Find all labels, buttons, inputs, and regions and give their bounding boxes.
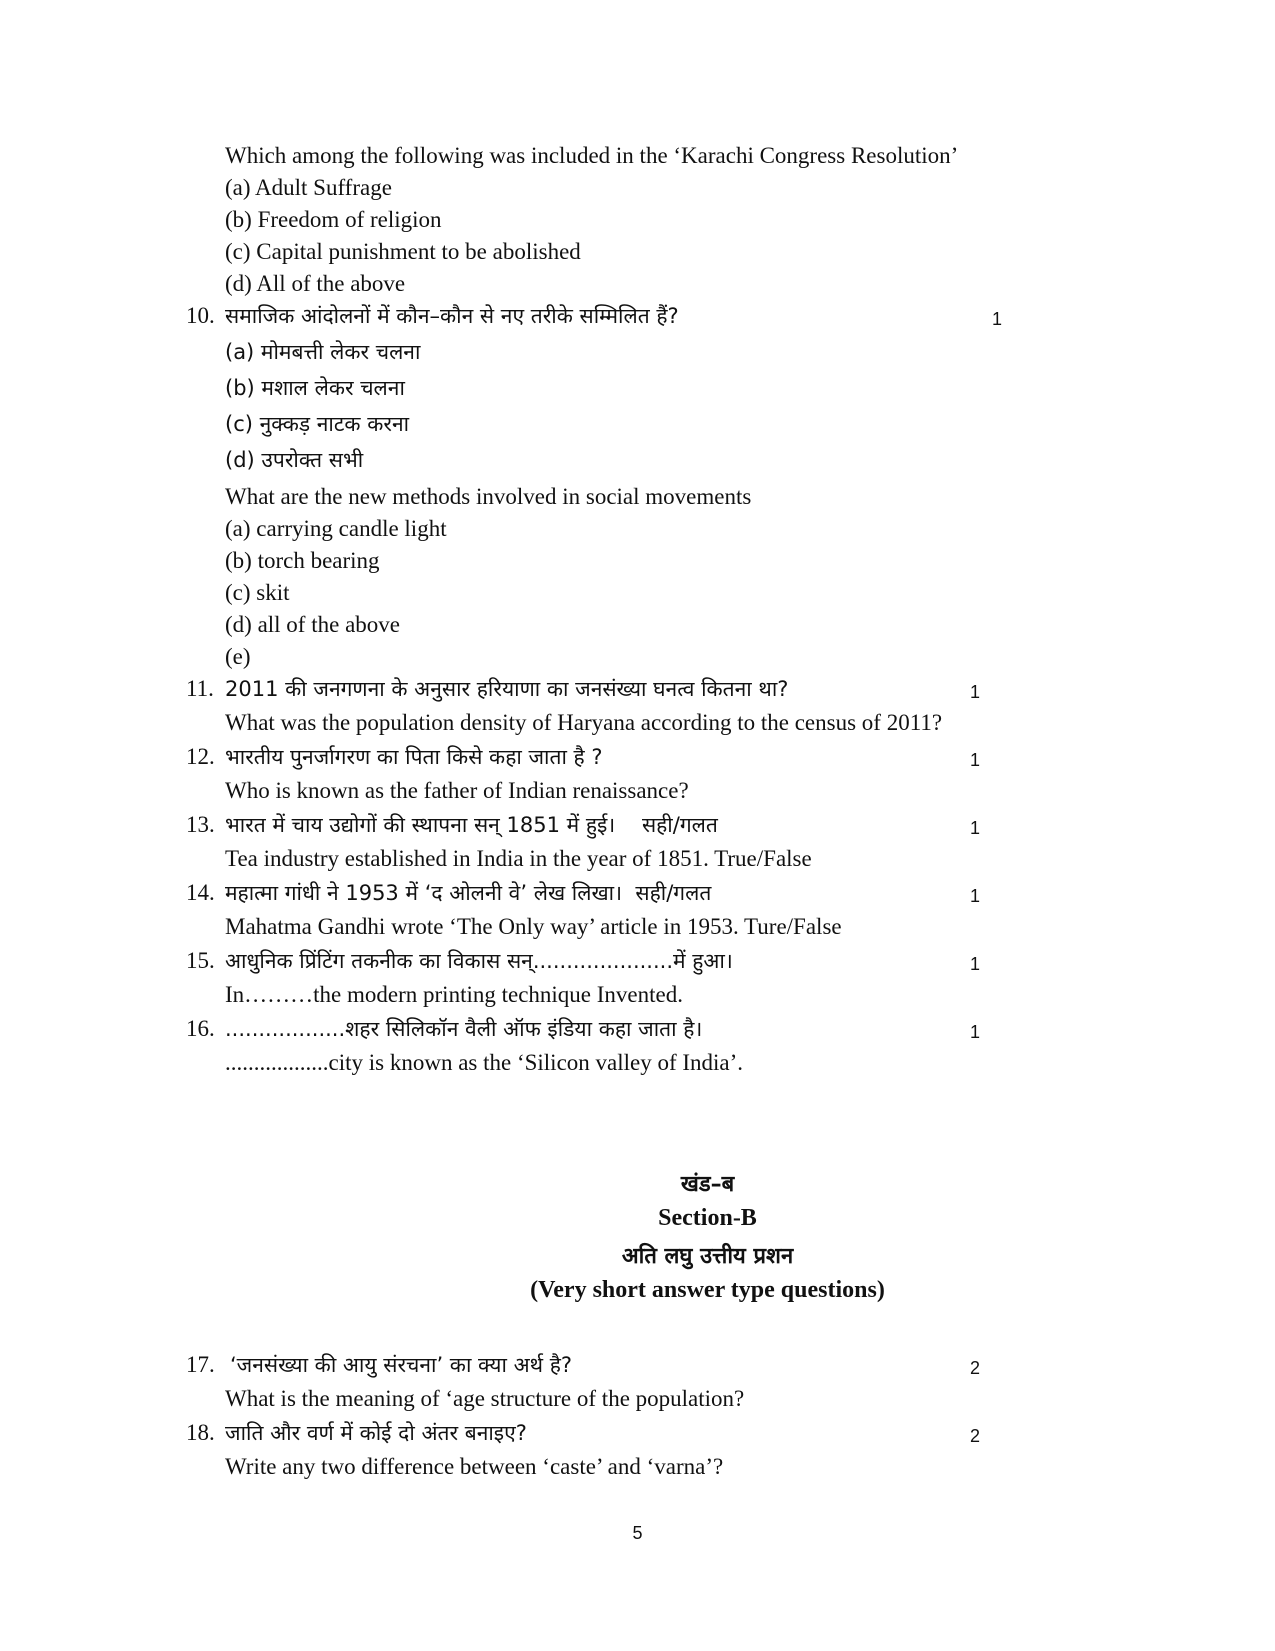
q15-marks: 1 (970, 954, 981, 974)
q15-number: 15. (186, 948, 215, 973)
q16-question-en: ..................city is known as the ‘Silicon valley of India’. (225, 1050, 744, 1075)
q12-question-hi: भारतीय पुनर्जागरण का पिता किसे कहा जाता है ? (225, 745, 603, 769)
q12-number: 12. (186, 744, 215, 769)
q15-question-hi: आधुनिक प्रिंटिंग तकनीक का विकास सन्.....................में हुआ। (225, 949, 733, 973)
q11-question-en: What was the population density of Haryana according to the census of 2011? (225, 710, 943, 735)
section-title-en: Section-B (658, 1205, 757, 1231)
q9-option-b-en: (b) Freedom of religion (225, 207, 442, 232)
q13-question-hi: भारत में चाय उद्योगों की स्थापना सन् 1851 में हुई। सही/गलत (225, 813, 718, 837)
q12-question-en: Who is known as the father of Indian renaissance? (225, 778, 689, 803)
q17-marks: 2 (970, 1358, 981, 1378)
section-title-hi: खंड–ब (680, 1172, 735, 1197)
q9-option-a-en: (a) Adult Suffrage (225, 175, 392, 200)
q10-option-e-en: (e) (225, 644, 251, 669)
q16-question-hi: ..................शहर सिलिकॉन वैली ऑफ इंडिया कहा जाता है। (225, 1017, 703, 1041)
q10-option-d-hi: (d) उपरोक्त सभी (225, 448, 364, 472)
q18-question-en: Write any two difference between ‘caste’ and ‘varna’? (225, 1454, 724, 1479)
q14-number: 14. (186, 880, 215, 905)
q14-question-en: Mahatma Gandhi wrote ‘The Only way’ article in 1953. Ture/False (225, 914, 842, 939)
q10-option-a-en: (a) carrying candle light (225, 516, 447, 541)
q17-question-en: What is the meaning of ‘age structure of the population? (225, 1386, 745, 1411)
q10-option-b-en: (b) torch bearing (225, 548, 380, 573)
q10-question-hi: समाजिक आंदोलनों में कौन–कौन से नए तरीके सम्मिलित हैं? (225, 304, 679, 328)
q18-number: 18. (186, 1420, 215, 1445)
q13-number: 13. (186, 812, 215, 837)
q16-number: 16. (186, 1016, 215, 1041)
q11-question-hi: 2011 की जनगणना के अनुसार हरियाणा का जनसंख्या घनत्व कितना था? (225, 677, 789, 701)
q10-marks: 1 (992, 309, 1003, 329)
q16-marks: 1 (970, 1022, 981, 1042)
q17-question-hi: ‘जनसंख्या की आयु संरचना’ का क्या अर्थ है? (230, 1353, 573, 1377)
q11-marks: 1 (970, 682, 981, 702)
q10-option-c-hi: (c) नुक्कड़ नाटक करना (225, 412, 410, 436)
q9-option-c-en: (c) Capital punishment to be abolished (225, 239, 581, 264)
q14-marks: 1 (970, 886, 981, 906)
section-subtitle-hi: अति लघु उत्तीय प्रशन (621, 1244, 794, 1269)
q9-option-d-en: (d) All of the above (225, 271, 406, 296)
q17-number: 17. (186, 1352, 215, 1377)
q13-marks: 1 (970, 818, 981, 838)
q10-question-en: What are the new methods involved in social movements (225, 484, 752, 509)
q13-question-en: Tea industry established in India in the year of 1851. True/False (225, 846, 812, 871)
q10-option-a-hi: (a) मोमबत्ती लेकर चलना (225, 340, 421, 364)
q10-option-b-hi: (b) मशाल लेकर चलना (225, 376, 405, 400)
q14-question-hi: महात्मा गांधी ने 1953 में ‘द ओलनी वे’ लेख लिखा। सही/गलत (225, 881, 712, 905)
q12-marks: 1 (970, 750, 981, 770)
q11-number: 11. (186, 676, 214, 701)
q9-question-en: Which among the following was included in the ‘Karachi Congress Resolution’ (225, 143, 959, 168)
q18-marks: 2 (970, 1426, 981, 1446)
section-subtitle-en: (Very short answer type questions) (530, 1277, 885, 1303)
q15-question-en: In………the modern printing technique Invented. (225, 982, 683, 1007)
q10-option-c-en: (c) skit (225, 580, 290, 605)
q10-number: 10. (186, 303, 215, 328)
q10-option-d-en: (d) all of the above (225, 612, 400, 637)
page-number: 5 (632, 1523, 643, 1543)
q18-question-hi: जाति और वर्ण में कोई दो अंतर बनाइए? (225, 1421, 527, 1445)
